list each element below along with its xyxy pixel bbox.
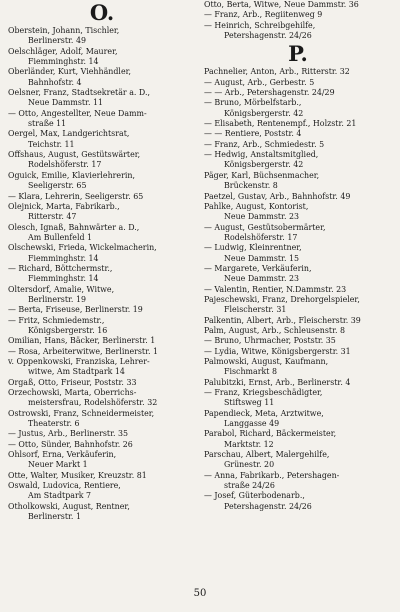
- left-column: [8, 0, 196, 523]
- entry-text: Oberstein, Johann, Tischler,: [8, 26, 120, 35]
- directory-entry: [204, 171, 392, 192]
- directory-entry: [204, 202, 392, 223]
- entry-continuation: Neue Dammstr. 11: [28, 98, 104, 108]
- entry-continuation: Berlinerstr. 49: [28, 36, 86, 46]
- entry-continuation: Marktstr. 12: [224, 439, 274, 449]
- directory-entry: [204, 150, 392, 171]
- directory-entry: [8, 471, 196, 481]
- directory-entry: [204, 347, 392, 357]
- entry-text: — Franz, Arb., Regiitenweg 9: [204, 10, 323, 20]
- entry-text: — Lydia, Witwe, Königsbergerstr. 31: [204, 346, 351, 356]
- entry-text: — Bruno, Mörbelfstarb.,: [204, 98, 302, 108]
- entry-text: Oltersdorf, Amalie, Witwe,: [8, 284, 115, 294]
- directory-entry: [204, 0, 392, 10]
- directory-entry: [8, 67, 196, 88]
- directory-entry: [204, 409, 392, 430]
- entry-text: v. Oppenkowski, Franziska, Lehrer-: [8, 357, 150, 366]
- entry-continuation: Rodelshöferstr. 17: [224, 232, 298, 242]
- directory-entry: [8, 388, 196, 409]
- entry-text: Otto, Berta, Witwe, Neue Dammstr. 36: [204, 0, 359, 9]
- directory-entry: [8, 378, 196, 388]
- entry-text: — August, Arb., Gerbestr. 5: [204, 77, 315, 87]
- directory-entry: [204, 67, 392, 77]
- page-number: 50: [193, 588, 207, 599]
- directory-entry: [8, 129, 196, 150]
- entry-continuation: Fiemminghstr. 14: [28, 57, 99, 67]
- directory-entry: [8, 440, 196, 450]
- directory-entry: [204, 129, 392, 139]
- entry-text: Palm, August, Arb., Schleusenstr. 8: [204, 325, 346, 335]
- directory-entry: [204, 192, 392, 202]
- entry-continuation: Brückenstr. 8: [224, 181, 278, 191]
- directory-entry: [8, 409, 196, 430]
- directory-entry: [8, 26, 196, 47]
- entry-text: Pahlke, August, Kontorist,: [204, 201, 309, 211]
- entry-text: Parabol, Richard, Bäckermeister,: [204, 429, 337, 439]
- entry-continuation: Grünestr. 20: [224, 460, 275, 470]
- directory-entry: [204, 316, 392, 326]
- entry-continuation: Petershagenstr. 24/26: [224, 31, 312, 41]
- entry-continuation: Teichstr. 11: [28, 139, 75, 149]
- entry-text: — Bruno, Uhrmacher, Poststr. 35: [204, 336, 336, 346]
- directory-entry: [204, 378, 392, 388]
- directory-entry: [204, 429, 392, 450]
- entry-continuation: Langgasse 49: [224, 419, 280, 429]
- directory-entry: [204, 140, 392, 150]
- entry-text: — Ludwig, Kleinrentner,: [204, 243, 302, 253]
- entry-list: [204, 67, 392, 512]
- entry-text: Orzechowski, Marta, Oberrichs-: [8, 388, 137, 398]
- entry-text: — Heinrich, Schreibgehilfe,: [204, 20, 316, 30]
- directory-entry: [204, 243, 392, 264]
- directory-entry: [8, 202, 196, 223]
- directory-entry: [204, 336, 392, 346]
- directory-entry: [8, 47, 196, 68]
- directory-entry: [8, 347, 196, 357]
- section-letter-heading: P.: [288, 41, 308, 67]
- entry-continuation: Berlinerstr. 19: [28, 294, 86, 304]
- entry-text: — Fritz, Schmiedemstr.,: [8, 315, 105, 325]
- entry-text: — Otto, Sünder, Bahnhofstr. 26: [8, 439, 133, 449]
- entry-text: — Valentin, Rentier, N.Dammstr. 23: [204, 284, 347, 294]
- entry-continuation: Seeligerstr. 65: [28, 181, 87, 191]
- entry-continuation: Königsbergerstr. 42: [224, 108, 304, 118]
- directory-entry: [204, 98, 392, 119]
- entry-continuation: Am Stadtpark 7: [28, 491, 92, 501]
- entry-text: — Berta, Friseuse, Berlinerstr. 19: [8, 305, 143, 315]
- directory-entry: [8, 481, 196, 502]
- entry-text: — Margarete, Verkäuferin,: [204, 263, 312, 273]
- entry-text: Oelschläger, Adolf, Maurer,: [8, 46, 118, 56]
- entry-text: Ohlsorf, Erna, Verkäuferin,: [8, 450, 117, 460]
- entry-continuation: Theaterstr. 6: [28, 419, 80, 429]
- directory-entry: [8, 150, 196, 171]
- directory-entry: [204, 450, 392, 471]
- entry-text: Oguick, Emilie, Klavierlehrerin,: [8, 170, 135, 180]
- directory-entry: [204, 357, 392, 378]
- entry-continuation: Neue Dammstr. 23: [224, 212, 300, 222]
- section-letter-heading: O.: [89, 0, 115, 25]
- entry-text: Palkentin, Albert, Arb., Fleischerstr. 39: [204, 315, 361, 325]
- directory-entry: [8, 336, 196, 346]
- entry-continuation: witwe, Am Stadtpark 14: [28, 367, 125, 377]
- directory-entry: [204, 295, 392, 316]
- directory-entry: [8, 450, 196, 471]
- entry-text: Orgaß, Otto, Friseur, Poststr. 33: [8, 377, 137, 387]
- directory-entry: [204, 388, 392, 409]
- directory-entry: [8, 109, 196, 130]
- directory-entry: [204, 285, 392, 295]
- directory-entry: [204, 491, 392, 512]
- entry-text: Palubitzki, Ernst, Arb., Berlinerstr. 4: [204, 377, 351, 387]
- directory-entry: [204, 223, 392, 244]
- entry-text: Oergel, Max, Landgerichtsrat,: [8, 129, 130, 139]
- directory-entry: [204, 119, 392, 129]
- entry-text: — Otto, Angestellter, Neue Damm-: [8, 108, 147, 118]
- entry-text: Pachnelier, Anton, Arb., Ritterstr. 32: [204, 67, 350, 77]
- entry-text: — Hedwig, Anstaltsmitglied,: [204, 150, 319, 160]
- directory-entry: [8, 357, 196, 378]
- directory-entry: [8, 171, 196, 192]
- entry-text: — Franz, Arb., Schmiedestr. 5: [204, 139, 325, 149]
- directory-entry: [8, 88, 196, 109]
- entry-text: Paetzel, Gustav, Arb., Bahnhofstr. 49: [204, 191, 351, 201]
- entry-text: — Franz, Kriegsbeschädigter,: [204, 388, 323, 398]
- directory-entry: [8, 223, 196, 244]
- directory-entry: [204, 10, 392, 20]
- entry-text: Otte, Walter, Musiker, Kreuzstr. 81: [8, 470, 147, 480]
- entry-text: Palmowski, August, Kaufmann,: [204, 357, 329, 366]
- entry-text: — Anna, Fabrikarb., Petershagen-: [204, 470, 340, 480]
- entry-text: Päger, Karl, Büchsenmacher,: [204, 170, 320, 180]
- entry-text: Otholkowski, August, Rentner,: [8, 501, 130, 511]
- directory-entry: [8, 285, 196, 306]
- directory-entry: [204, 471, 392, 492]
- entry-continuation: Fiemminghstr. 14: [28, 274, 99, 284]
- directory-entry: [204, 264, 392, 285]
- entry-continuation: Bahnhofstr. 4: [28, 77, 82, 87]
- entry-continuation: Ritterstr. 47: [28, 212, 77, 222]
- entry-text: Ostrowski, Franz, Schneidermeister,: [8, 408, 155, 418]
- entry-text: Oberländer, Kurt, Viehhändler,: [8, 67, 132, 77]
- entry-continuation: straße 11: [28, 119, 67, 129]
- entry-continuation: Am Bullenfeld 1: [28, 232, 93, 242]
- entry-continuation: meistersfrau, Rodelshöferstr. 32: [28, 398, 158, 408]
- directory-entry: [204, 326, 392, 336]
- entry-text: — Elisabeth, Rentenempf., Holzstr. 21: [204, 119, 357, 129]
- directory-entry: [8, 243, 196, 264]
- entry-text: — — Rentiere, Poststr. 4: [204, 129, 302, 139]
- directory-entry: [204, 88, 392, 98]
- entry-continuation: Fleischerstr. 31: [224, 305, 287, 315]
- directory-entry: [8, 502, 196, 523]
- entry-continuation: Rodelshöferstr. 17: [28, 160, 102, 170]
- directory-entry: [204, 21, 392, 42]
- entry-text: Olschewski, Frieda, Wickelmacherin,: [8, 243, 157, 253]
- entry-text: — August, Gestütsobermärter,: [204, 222, 326, 232]
- entry-text: Oswald, Ludovica, Rentiere,: [8, 481, 121, 491]
- entry-text: — Josef, Güterbodenarb.,: [204, 491, 305, 501]
- entry-continuation: Neue Dammstr. 15: [224, 253, 300, 263]
- entry-continuation: Berlinerstr. 1: [28, 512, 81, 522]
- directory-entry: [8, 316, 196, 337]
- entry-continuation: Königsbergerstr. 16: [28, 325, 108, 335]
- entry-text: Pajeschewski, Franz, Drehorgelspieler,: [204, 294, 360, 304]
- entry-text: Parschau, Albert, Malergehilfe,: [204, 450, 330, 460]
- entry-text: Offshaus, August, Gestütswärter,: [8, 150, 141, 160]
- entry-text: — Richard, Böttchermstr.,: [8, 263, 113, 273]
- entry-continuation: straße 24/26: [224, 481, 275, 491]
- entry-continuation: Königsbergerstr. 42: [224, 160, 304, 170]
- directory-entry: [8, 429, 196, 439]
- entry-text: — Justus, Arb., Berlinerstr. 35: [8, 429, 129, 439]
- entry-list-continued: [204, 0, 392, 41]
- entry-text: — — Arb., Petershagenstr. 24/29: [204, 88, 335, 98]
- entry-text: Omilian, Hans, Bäcker, Berlinerstr. 1: [8, 336, 156, 346]
- entry-text: Papendieck, Meta, Arztwitwe,: [204, 408, 324, 418]
- directory-entry: [8, 264, 196, 285]
- directory-entry: [8, 192, 196, 202]
- entry-continuation: Fiemminghstr. 14: [28, 253, 99, 263]
- entry-continuation: Stiftsweg 11: [224, 398, 275, 408]
- entry-continuation: Petershagenstr. 24/26: [224, 501, 312, 511]
- entry-list: [8, 26, 196, 523]
- directory-entry: [204, 78, 392, 88]
- entry-text: Olejnick, Marta, Fabrikarb.,: [8, 201, 120, 211]
- entry-continuation: Fischmarkt 8: [224, 367, 277, 377]
- entry-text: — Klara, Lehrerin, Seeligerstr. 65: [8, 191, 144, 201]
- entry-continuation: Neue Dammstr. 23: [224, 274, 300, 284]
- entry-text: Oelsner, Franz, Stadtsekretär a. D.,: [8, 88, 150, 98]
- entry-text: — Rosa, Arbeiterwitwe, Berlinerstr. 1: [8, 346, 159, 356]
- entry-text: Olesch, Ignaß, Bahnwärter a. D.,: [8, 222, 140, 232]
- directory-entry: [8, 305, 196, 315]
- right-column: [204, 0, 392, 512]
- entry-continuation: Neuer Markt 1: [28, 460, 88, 470]
